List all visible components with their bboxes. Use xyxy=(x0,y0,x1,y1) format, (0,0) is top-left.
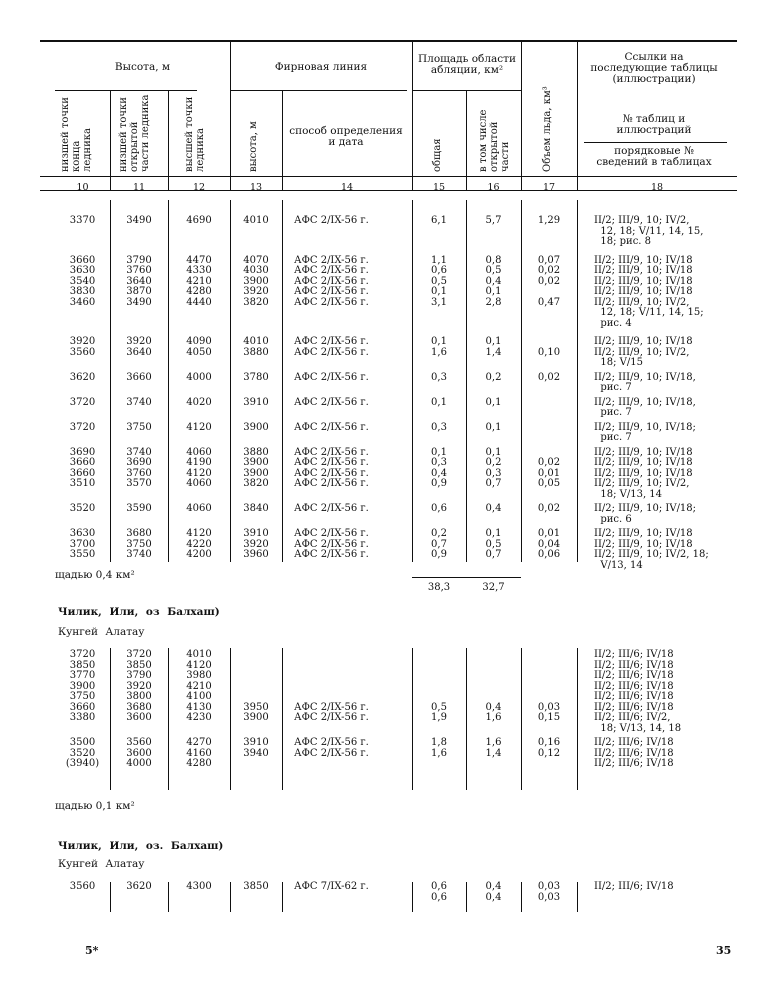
table-cell: 1,6 xyxy=(485,737,502,748)
table-cell: АФС 2/IX-56 г. xyxy=(294,215,369,226)
section2-subtitle: Кунгей Алатау xyxy=(58,626,145,638)
table-cell: 3790 xyxy=(126,254,152,266)
table-cell: 0,1 xyxy=(431,286,447,297)
table-cell: 3760 xyxy=(126,467,152,479)
table-cell: 0,6 xyxy=(431,265,447,276)
table-cell: АФС 2/IX-56 г. xyxy=(294,265,369,276)
table-cell: 0,03 xyxy=(537,881,561,892)
table-cell: 3770 xyxy=(69,670,96,681)
table-cell: 3590 xyxy=(126,503,152,514)
ref-cell: II/2; III/9, 10; IV/18 xyxy=(594,275,693,287)
table-cell: 0,10 xyxy=(537,346,561,358)
ref-cell: II/2; III/9, 10; IV/18 xyxy=(594,265,693,276)
section1-col-divider xyxy=(577,200,578,562)
table-cell: 0,1 xyxy=(431,336,447,347)
table-cell: 0,8 xyxy=(485,254,502,266)
table-cell: 3660 xyxy=(69,467,96,479)
table-cell: 3830 xyxy=(69,286,96,297)
refs-header: Ссылки на последующие таблицы (иллюстрации) xyxy=(590,51,718,85)
column-number: 18 xyxy=(650,182,664,193)
table-cell: 4210 xyxy=(186,680,212,692)
table-cell: 4000 xyxy=(186,371,212,383)
table-cell: 4060 xyxy=(186,446,212,458)
col-divider xyxy=(466,90,467,190)
table-cell: 3680 xyxy=(126,528,152,539)
table-cell: 0,6 xyxy=(431,503,447,514)
table-cell: АФС 2/IX-56 г. xyxy=(294,528,369,539)
table-cell: 0,1 xyxy=(485,446,502,458)
table-cell: 3370 xyxy=(69,215,96,226)
table-cell: 0,06 xyxy=(537,549,561,560)
column-number: 12 xyxy=(192,182,206,193)
ref-cell: II/2; III/9, 10; IV/18 xyxy=(594,457,693,468)
table-cell: АФС 2/IX-56 г. xyxy=(294,549,369,560)
table-cell: 0,1 xyxy=(485,528,502,539)
table-cell: 4030 xyxy=(243,265,269,276)
table-cell: 0,1 xyxy=(485,396,502,408)
section3-total: 0,03 xyxy=(537,892,561,903)
firn-group-rule xyxy=(230,90,407,91)
table-cell: 0,1 xyxy=(431,396,447,408)
table-cell: 3920 xyxy=(243,286,269,297)
table-cell: 3520 xyxy=(69,503,96,514)
table-cell: 3880 xyxy=(243,446,269,458)
table-cell: 1,29 xyxy=(537,215,561,226)
refs-sub1: № таблиц и иллюстраций xyxy=(616,113,692,136)
table-cell: 4200 xyxy=(186,549,212,560)
footer-left-mark: 5* xyxy=(85,944,99,957)
table-cell: 3700 xyxy=(69,538,96,550)
table-cell: АФС 2/IX-56 г. xyxy=(294,446,369,458)
table-cell: 3660 xyxy=(126,371,152,383)
table-cell: 3,1 xyxy=(431,296,447,308)
table-cell: 3560 xyxy=(126,737,152,748)
table-cell: АФС 2/IX-56 г. xyxy=(294,712,369,723)
column-number: 13 xyxy=(249,182,263,193)
page-number: 35 xyxy=(716,944,732,957)
table-cell: 3570 xyxy=(126,478,152,489)
height-group-header: Высота, м xyxy=(114,61,171,73)
ref-cell: II/2; III/6; IV/18 xyxy=(594,691,674,702)
table-cell: (3940) xyxy=(65,758,100,769)
col-divider xyxy=(577,42,578,190)
ref-cell: II/2; III/9, 10; IV/2, 18; V/13, 14 xyxy=(594,549,709,571)
column-number: 11 xyxy=(132,182,146,193)
table-cell: 0,3 xyxy=(431,457,447,468)
table-cell: 4120 xyxy=(186,467,212,479)
table-cell: 3960 xyxy=(243,549,269,560)
table-cell: 0,2 xyxy=(431,528,447,539)
table-cell: АФС 2/IX-56 г. xyxy=(294,275,369,287)
section2-title: Чилик, Или, оз Балхаш) xyxy=(58,606,220,618)
table-cell: 3560 xyxy=(69,346,96,358)
table-cell: 0,4 xyxy=(485,701,502,713)
table-cell: АФС 2/IX-56 г. xyxy=(294,396,369,408)
section3-total: 0,4 xyxy=(485,892,502,903)
table-cell: АФС 2/IX-56 г. xyxy=(294,503,369,514)
table-cell: 0,4 xyxy=(485,275,502,287)
table-cell: 1,6 xyxy=(431,346,447,358)
ref-cell: II/2; III/9, 10; IV/18 xyxy=(594,467,693,479)
table-cell: АФС 2/IX-56 г. xyxy=(294,701,369,713)
table-cell: 4050 xyxy=(186,346,212,358)
section3-title: Чилик, Или, оз. Балхаш) xyxy=(58,840,224,852)
table-cell: 3790 xyxy=(126,670,152,681)
ref-cell: II/2; III/6; IV/18 xyxy=(594,701,674,713)
table-cell: 3750 xyxy=(126,538,152,550)
table-cell: 3640 xyxy=(126,275,152,287)
table-cell: 3900 xyxy=(69,680,96,692)
table-cell: 1,4 xyxy=(485,346,502,358)
table-cell: 3740 xyxy=(126,396,152,408)
table-cell: 3620 xyxy=(69,371,96,383)
table-cell: 3850 xyxy=(243,881,269,892)
column-number: 15 xyxy=(432,182,446,193)
table-cell: 3720 xyxy=(126,649,152,660)
table-cell: 0,01 xyxy=(537,528,561,539)
col16-header: в том числе открытой части xyxy=(478,109,511,172)
table-cell: 3750 xyxy=(69,691,96,702)
ref-cell: II/2; III/9, 10; IV/18 xyxy=(594,336,693,347)
col-divider xyxy=(110,90,111,190)
table-cell: 0,02 xyxy=(537,275,561,287)
table-cell: 3920 xyxy=(126,336,152,347)
table-cell: 4010 xyxy=(243,215,269,226)
table-cell: 0,02 xyxy=(537,265,561,276)
column-number: 16 xyxy=(487,182,500,193)
table-cell: 4330 xyxy=(186,265,212,276)
section2-col-divider xyxy=(282,648,283,790)
table-cell: 1,4 xyxy=(485,747,502,759)
table-cell: 3920 xyxy=(69,336,96,347)
table-cell: АФС 2/IX-56 г. xyxy=(294,737,369,748)
table-cell: 3720 xyxy=(69,421,96,433)
column-number: 14 xyxy=(340,182,354,193)
table-cell: 4280 xyxy=(186,758,212,769)
table-cell: 3660 xyxy=(69,457,96,468)
section1-total-rule xyxy=(412,577,521,578)
table-cell: АФС 2/IX-56 г. xyxy=(294,457,369,468)
table-cell: 0,4 xyxy=(485,881,502,892)
table-cell: 3870 xyxy=(126,286,152,297)
table-cell: 2,8 xyxy=(485,296,502,308)
table-cell: АФС 2/IX-56 г. xyxy=(294,286,369,297)
ref-cell: II/2; III/6; IV/18 xyxy=(594,737,674,748)
ref-cell: II/2; III/6; IV/18 xyxy=(594,881,674,892)
table-cell: АФС 2/IX-56 г. xyxy=(294,421,369,433)
table-cell: 3910 xyxy=(243,396,269,408)
table-cell: 5,7 xyxy=(485,215,502,226)
table-cell: 1,9 xyxy=(431,712,447,723)
table-cell: 3740 xyxy=(126,549,152,560)
col10-header: низшей точки конца ледника xyxy=(60,97,93,172)
table-cell: 0,3 xyxy=(485,467,502,479)
table-cell: 1,6 xyxy=(485,712,502,723)
table-cell: АФС 2/IX-56 г. xyxy=(294,336,369,347)
table-cell: 0,4 xyxy=(485,503,502,514)
ref-cell: II/2; III/9, 10; IV/2, 12, 18; V/11, 14, 15, 18; рис. 8 xyxy=(594,215,704,247)
table-cell: 1,8 xyxy=(431,737,447,748)
refs-sub2: порядковые № сведений в таблицах xyxy=(596,145,712,168)
table-cell: 3760 xyxy=(126,265,152,276)
ref-cell: II/2; III/9, 10; IV/18 xyxy=(594,286,693,297)
table-cell: 3510 xyxy=(69,478,96,489)
table-cell: 4130 xyxy=(186,701,212,713)
table-cell: 3850 xyxy=(126,659,152,671)
col-divider xyxy=(230,42,231,190)
ref-cell: II/2; III/6; IV/18 xyxy=(594,659,674,671)
col11-header: низшей точки открытой части ледника xyxy=(118,94,151,172)
table-cell: 4280 xyxy=(186,286,212,297)
table-cell: 4190 xyxy=(186,457,212,468)
table-cell: 3630 xyxy=(69,528,96,539)
table-cell: 4470 xyxy=(186,254,212,266)
table-cell: АФС 2/IX-56 г. xyxy=(294,296,369,308)
table-cell: 1,6 xyxy=(431,747,447,759)
table-cell: 0,5 xyxy=(485,538,502,550)
col-divider xyxy=(412,42,413,190)
table-cell: 4120 xyxy=(186,659,212,671)
table-cell: 3640 xyxy=(126,346,152,358)
table-cell: 4270 xyxy=(186,737,212,748)
section3-subtitle: Кунгей Алатау xyxy=(58,858,145,870)
table-cell: 3550 xyxy=(69,549,96,560)
table-cell: 4440 xyxy=(186,296,212,308)
table-cell: 3630 xyxy=(69,265,96,276)
section3-total: 0,6 xyxy=(431,892,447,903)
table-cell: 4300 xyxy=(186,881,212,892)
table-cell: 3900 xyxy=(243,712,269,723)
table-cell: 3490 xyxy=(126,215,152,226)
ref-cell: II/2; III/9, 10; IV/2, 12, 18; V/11, 14, 15; рис. 4 xyxy=(594,296,704,329)
table-cell: 0,12 xyxy=(537,747,561,759)
table-cell: 4210 xyxy=(186,275,212,287)
table-cell: 4000 xyxy=(126,758,152,769)
col17-header: Объем льда, км³ xyxy=(542,86,553,172)
col12-header: высшей точки ледника xyxy=(184,96,206,172)
table-cell: 4690 xyxy=(186,215,212,226)
table-cell: 0,07 xyxy=(537,254,561,266)
section1-total: 32,7 xyxy=(482,582,505,593)
table-cell: 4100 xyxy=(186,691,212,702)
section1-col-divider xyxy=(282,200,283,562)
section2-col-divider xyxy=(577,648,578,790)
table-cell: 3740 xyxy=(126,446,152,458)
table-cell: 0,05 xyxy=(537,478,561,489)
table-cell: 3900 xyxy=(243,467,269,479)
ref-cell: II/2; III/9, 10; IV/18 xyxy=(594,254,693,266)
table-cell: 3950 xyxy=(243,701,269,713)
table-cell: 3840 xyxy=(243,503,269,514)
ref-cell: II/2; III/6; IV/18 xyxy=(594,649,674,660)
area-group-header: Площадь области абляции, км² xyxy=(418,53,516,76)
table-cell: 4060 xyxy=(186,478,212,489)
table-cell: 3540 xyxy=(69,275,96,287)
table-cell: 3820 xyxy=(243,478,269,489)
section3-col-divider xyxy=(577,882,578,912)
table-cell: 3660 xyxy=(69,701,96,713)
table-cell: 0,02 xyxy=(537,371,561,383)
table-cell: 3560 xyxy=(69,881,96,892)
ref-cell: II/2; III/6; IV/18 xyxy=(594,747,674,759)
table-cell: 4220 xyxy=(186,538,212,550)
table-cell: 3910 xyxy=(243,528,269,539)
ref-cell: II/2; III/9, 10; IV/18 xyxy=(594,446,693,458)
ref-cell: II/2; III/9, 10; IV/18; рис. 6 xyxy=(594,503,697,525)
table-cell: 0,1 xyxy=(485,421,502,433)
col-divider xyxy=(521,42,522,190)
table-cell: 0,6 xyxy=(431,881,447,892)
table-cell: 0,47 xyxy=(537,296,561,308)
table-cell: 3920 xyxy=(126,680,152,692)
table-cell: 3800 xyxy=(126,691,152,702)
table-cell: 3380 xyxy=(69,712,96,723)
table-cell: 0,16 xyxy=(537,737,561,748)
table-cell: АФС 2/IX-56 г. xyxy=(294,467,369,479)
table-cell: 3920 xyxy=(243,538,269,550)
table-cell: 4120 xyxy=(186,528,212,539)
section3-col-divider xyxy=(282,882,283,912)
table-cell: 3900 xyxy=(243,275,269,287)
table-cell: 0,5 xyxy=(431,701,447,713)
table-cell: 4010 xyxy=(243,336,269,347)
table-cell: 3720 xyxy=(69,649,96,660)
table-cell: 3490 xyxy=(126,296,152,308)
header-bottom-rule xyxy=(40,176,737,177)
table-cell: 0,4 xyxy=(431,467,447,479)
table-cell: АФС 7/IX-62 г. xyxy=(294,881,369,892)
table-cell: 0,02 xyxy=(537,503,561,514)
table-cell: 3660 xyxy=(69,254,96,266)
table-cell: АФС 2/IX-56 г. xyxy=(294,478,369,489)
ref-cell: II/2; III/9, 10; IV/18, рис. 7 xyxy=(594,371,696,393)
table-cell: 0,5 xyxy=(431,275,447,287)
table-cell: 4090 xyxy=(186,336,212,347)
section1-note: щадью 0,4 км² xyxy=(55,569,135,581)
table-cell: АФС 2/IX-56 г. xyxy=(294,254,369,266)
table-cell: АФС 2/IX-56 г. xyxy=(294,747,369,759)
table-cell: 3980 xyxy=(186,670,212,681)
table-cell: 3620 xyxy=(126,881,152,892)
table-cell: 1,1 xyxy=(431,254,447,266)
column-number: 17 xyxy=(542,182,556,193)
table-cell: 4010 xyxy=(186,649,212,660)
ref-cell: II/2; III/6; IV/18 xyxy=(594,670,674,681)
table-cell: 0,7 xyxy=(485,478,502,489)
table-cell: 6,1 xyxy=(431,215,447,226)
table-cell: 3900 xyxy=(243,457,269,468)
ref-cell: II/2; III/9, 10; IV/2, 18; V/15 xyxy=(594,346,690,368)
ref-cell: II/2; III/6; IV/2, 18; V/13, 14, 18 xyxy=(594,712,682,734)
table-cell: 4070 xyxy=(243,254,269,266)
table-cell: 3900 xyxy=(243,421,269,433)
col14-header: способ определения и дата xyxy=(289,125,403,148)
ref-cell: II/2; III/9, 10; IV/2, 18; V/13, 14 xyxy=(594,478,690,500)
table-cell: АФС 2/IX-56 г. xyxy=(294,346,369,358)
table-cell: 3720 xyxy=(69,396,96,408)
table-cell: 0,04 xyxy=(537,538,561,550)
table-cell: 4060 xyxy=(186,503,212,514)
table-cell: 0,2 xyxy=(485,371,502,383)
table-cell: 0,02 xyxy=(537,457,561,468)
table-cell: АФС 2/IX-56 г. xyxy=(294,538,369,550)
table-cell: 3940 xyxy=(243,747,269,759)
column-number: 10 xyxy=(76,182,89,193)
table-cell: 3690 xyxy=(126,457,152,468)
col-divider xyxy=(168,90,169,190)
ref-cell: II/2; III/9, 10, IV/18; рис. 7 xyxy=(594,421,696,443)
table-cell: 3820 xyxy=(243,296,269,308)
col-divider xyxy=(282,90,283,190)
table-cell: 0,1 xyxy=(485,336,502,347)
section1-total: 38,3 xyxy=(427,582,451,593)
table-cell: 0,3 xyxy=(431,421,447,433)
ref-cell: II/2; III/9, 10; IV/18 xyxy=(594,528,693,539)
section2-note: щадью 0,1 км² xyxy=(55,800,135,812)
ref-cell: II/2; III/9, 10; IV/18 xyxy=(594,538,693,550)
table-cell: 3690 xyxy=(69,446,96,458)
col13-header: высота, м xyxy=(248,121,259,172)
table-cell: 3880 xyxy=(243,346,269,358)
table-cell: 0,9 xyxy=(431,478,447,489)
table-cell: 0,1 xyxy=(431,446,447,458)
table-cell: 3780 xyxy=(243,371,269,383)
table-cell: 3520 xyxy=(69,747,96,759)
ref-cell: II/2; III/9, 10; IV/18, рис. 7 xyxy=(594,396,696,418)
table-cell: 0,03 xyxy=(537,701,561,713)
table-cell: 0,15 xyxy=(537,712,561,723)
table-cell: 4230 xyxy=(186,712,212,723)
firn-group-header: Фирновая линия xyxy=(274,61,368,73)
table-cell: 3500 xyxy=(69,737,96,748)
table-cell: 0,1 xyxy=(485,286,502,297)
height-group-rule xyxy=(55,90,197,91)
table-cell: 0,5 xyxy=(485,265,502,276)
table-cell: 0,3 xyxy=(431,371,447,383)
table-cell: 0,7 xyxy=(485,549,502,560)
ref-cell: II/2; III/6; IV/18 xyxy=(594,680,674,692)
table-cell: 4020 xyxy=(186,396,212,408)
table-cell: 3600 xyxy=(126,747,152,759)
table-cell: 0,7 xyxy=(431,538,447,550)
table-cell: 0,01 xyxy=(537,467,561,479)
table-top-rule xyxy=(40,40,737,42)
table-cell: 3750 xyxy=(126,421,152,433)
table-cell: АФС 2/IX-56 г. xyxy=(294,371,369,383)
table-cell: 0,2 xyxy=(485,457,502,468)
col15-header: общая xyxy=(432,138,443,172)
table-cell: 3910 xyxy=(243,737,269,748)
table-cell: 4120 xyxy=(186,421,212,433)
ref-cell: II/2; III/6; IV/18 xyxy=(594,758,674,769)
table-cell: 0,9 xyxy=(431,549,447,560)
table-cell: 3460 xyxy=(69,296,96,308)
table-cell: 3850 xyxy=(69,659,96,671)
table-cell: 4160 xyxy=(186,747,212,759)
table-cell: 3600 xyxy=(126,712,152,723)
refs-sub-rule xyxy=(584,142,727,143)
table-cell: 3680 xyxy=(126,701,152,713)
